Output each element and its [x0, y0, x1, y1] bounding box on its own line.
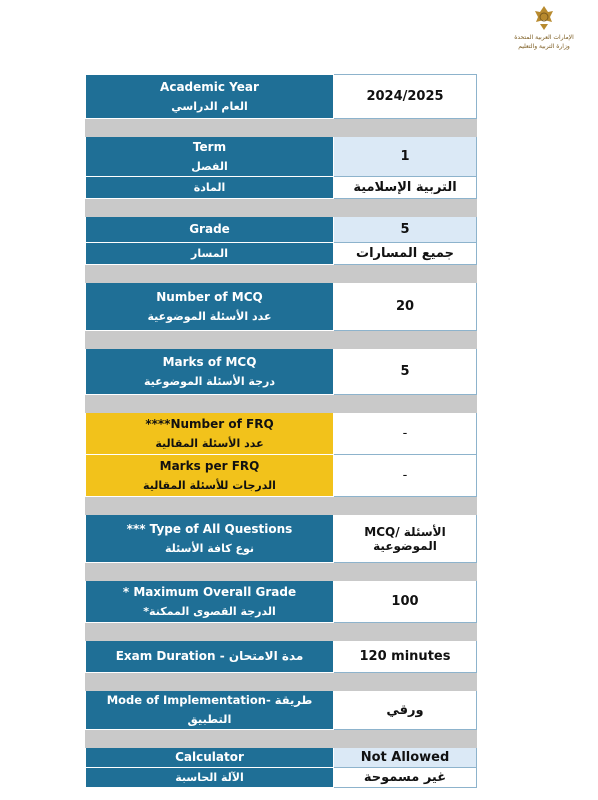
frq-marks-label-en: Marks per FRQ: [159, 458, 260, 473]
frq-count-label-en: ****Number of FRQ: [145, 416, 274, 431]
separator-row: [86, 265, 477, 283]
separator-row: [86, 119, 477, 137]
question-type-value: MCQ/ الأسئلة الموضوعية: [334, 515, 477, 563]
separator-row: [86, 395, 477, 413]
frq-marks-label-ar: الدرجات للأسئلة المقالية: [143, 478, 276, 492]
row-frq-marks: [86, 455, 477, 497]
duration-label: Exam Duration - مدة الامتحان: [86, 641, 334, 673]
stream-label-ar: المسار: [191, 247, 228, 260]
mode-label: Mode of Implementation- طريقة التطبيق: [86, 691, 334, 730]
row-frq-count: [86, 413, 477, 455]
ministry-logo: [508, 4, 580, 56]
frq-marks-label: [86, 455, 334, 497]
grade-label: Grade: [86, 217, 334, 243]
mcq-count-label-en: Number of MCQ: [156, 289, 263, 304]
frq-count-label: [86, 413, 334, 455]
subject-value: التربية الإسلامية: [334, 177, 477, 199]
row-stream: [86, 243, 477, 265]
subject-label-ar: المادة: [193, 181, 226, 194]
separator-row: [86, 730, 477, 748]
separator-row: [86, 673, 477, 691]
question-type-label-en: *** Type of All Questions: [126, 521, 293, 536]
frq-count-value: -: [334, 413, 477, 455]
logo-text-country: الإمارات العربية المتحدة: [514, 34, 574, 41]
stream-value: جميع المسارات: [334, 243, 477, 265]
mcq-marks-label: [86, 349, 334, 395]
separator-row: [86, 331, 477, 349]
separator-row: [86, 563, 477, 581]
academic-year-label-en: Academic Year: [160, 79, 259, 94]
mcq-marks-label-en: Marks of MCQ: [162, 354, 257, 369]
row-duration: [86, 641, 477, 673]
calculator-label-en: Calculator: [86, 748, 334, 768]
stream-label: [86, 243, 334, 265]
frq-marks-value: -: [334, 455, 477, 497]
logo-text-ministry: وزارة التربية والتعليم: [518, 43, 570, 50]
max-grade-value: 100: [334, 581, 477, 623]
duration-value: 120 minutes: [334, 641, 477, 673]
mcq-marks-value: 5: [334, 349, 477, 395]
row-calculator-en: [86, 748, 477, 768]
mcq-count-label-ar: عدد الأسئلة الموضوعية: [147, 309, 272, 323]
mode-value: ورقي: [334, 691, 477, 730]
row-question-type: [86, 515, 477, 563]
row-grade: [86, 217, 477, 243]
academic-year-label-ar: العام الدراسي: [171, 99, 248, 113]
mcq-count-label: [86, 283, 334, 331]
calculator-label-ar-text: الآلة الحاسبة: [175, 771, 244, 784]
separator-row: [86, 199, 477, 217]
term-label-en: Term: [192, 139, 227, 154]
separator-row: [86, 497, 477, 515]
term-value: 1: [334, 137, 477, 177]
calculator-value-en: Not Allowed: [334, 748, 477, 768]
row-mcq-count: [86, 283, 477, 331]
max-grade-label-en: * Maximum Overall Grade: [122, 584, 297, 599]
row-max-grade: [86, 581, 477, 623]
question-type-label-ar: نوع كافة الأسئلة: [164, 541, 255, 555]
separator-row: [86, 623, 477, 641]
row-term: [86, 137, 477, 177]
calculator-label-ar: [86, 768, 334, 788]
mcq-count-value: 20: [334, 283, 477, 331]
mcq-marks-label-ar: درجة الأسئلة الموضوعية: [143, 374, 276, 388]
academic-year-label: [86, 75, 334, 119]
exam-specs-table: [85, 74, 477, 788]
row-calculator-ar: [86, 768, 477, 788]
uae-emblem-icon: [532, 4, 556, 32]
row-mode: [86, 691, 477, 730]
grade-value: 5: [334, 217, 477, 243]
academic-year-value: 2024/2025: [334, 75, 477, 119]
max-grade-label-ar: *الدرجة القصوى الممكنة: [143, 604, 276, 618]
row-subject: [86, 177, 477, 199]
max-grade-label: [86, 581, 334, 623]
term-label: [86, 137, 334, 177]
calculator-value-ar: غير مسموحة: [334, 768, 477, 788]
row-mcq-marks: [86, 349, 477, 395]
subject-label: [86, 177, 334, 199]
row-academic-year: [86, 75, 477, 119]
term-label-ar: الفصل: [191, 159, 228, 173]
question-type-label: [86, 515, 334, 563]
frq-count-label-ar: عدد الأسئلة المقالية: [155, 436, 264, 450]
